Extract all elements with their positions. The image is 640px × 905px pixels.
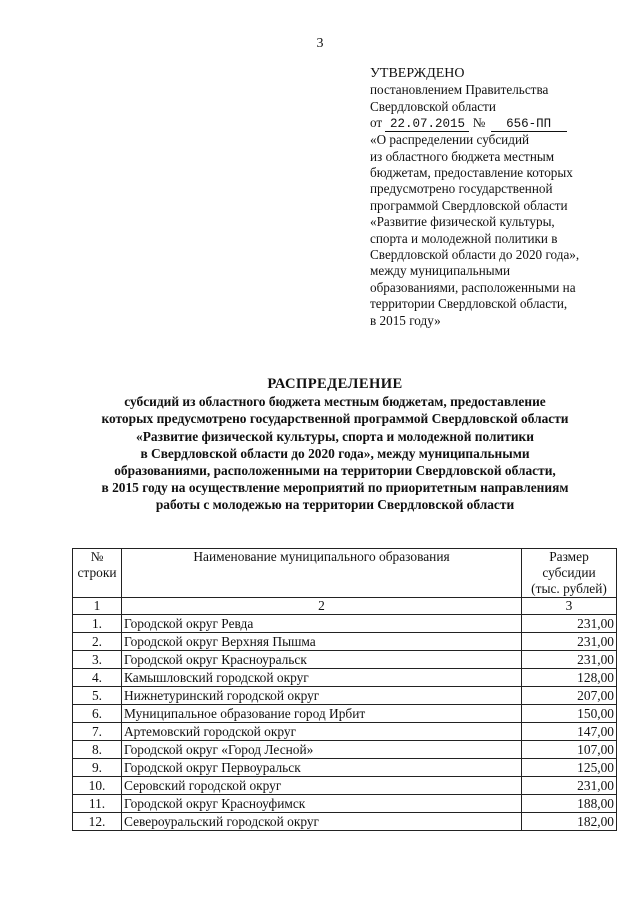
decree-subject [370,132,625,329]
table-body [73,615,617,831]
row-number: 9. [73,759,122,777]
subject-line: между муниципальными [370,263,511,279]
municipality-name: Городской округ «Город Лесной» [122,741,522,759]
table-row [73,723,617,741]
row-number: 5. [73,687,122,705]
title-line: субсидий из областного бюджета местным бюджетам, предоставление [124,394,546,410]
municipality-name: Артемовский городской округ [122,723,522,741]
title-main: РАСПРЕДЕЛЕНИЕ [267,376,403,392]
subsidy-amount: 182,00 [522,813,617,831]
municipality-name: Городской округ Верхняя Пышма [122,633,522,651]
header-row-number [73,549,122,598]
municipality-name: Нижнетуринский городской округ [122,687,522,705]
subsidy-amount: 125,00 [522,759,617,777]
row-number: 7. [73,723,122,741]
subject-line: предусмотрено государственной [370,181,553,197]
title-line: которых предусмотрено государственной программой Свердловской области [101,411,569,427]
subject-line: из областного бюджета местным [370,148,555,164]
number-label: № [472,115,486,131]
decree-reference [370,115,625,132]
subsidy-amount: 147,00 [522,723,617,741]
header-num-line-2: строки [77,565,117,580]
row-number: 10. [73,777,122,795]
title-subtitle [40,393,630,513]
approval-line-2: Свердловской области [370,98,496,114]
subject-line: «О распределении субсидий [370,132,530,148]
subsidy-amount: 231,00 [522,651,617,669]
column-index-2: 2 [122,598,522,615]
subject-line: в 2015 году» [370,312,441,328]
municipality-name: Городской округ Красноуральск [122,651,522,669]
title-line: в Свердловской области до 2020 года», между муниципальными [140,445,530,461]
column-index-row [73,598,617,615]
row-number: 11. [73,795,122,813]
subsidy-amount: 231,00 [522,777,617,795]
subsidy-table-wrapper [72,548,617,831]
header-amount [522,549,617,598]
municipality-name: Городской округ Ревда [122,615,522,633]
row-number: 3. [73,651,122,669]
title-line: «Развитие физической культуры, спорта и молодежной политики [136,428,534,444]
table-row [73,705,617,723]
table-row [73,651,617,669]
row-number: 6. [73,705,122,723]
row-number: 12. [73,813,122,831]
table-row [73,669,617,687]
header-name [122,549,522,598]
subject-line: бюджетам, предоставление которых [370,165,573,181]
municipality-name: Камышловский городской округ [122,669,522,687]
table-row [73,633,617,651]
municipality-name: Североуральский городской округ [122,813,522,831]
row-number: 2. [73,633,122,651]
header-amount-line-2: субсидии [542,565,596,580]
municipality-name: Городской округ Красноуфимск [122,795,522,813]
subsidy-amount: 231,00 [522,615,617,633]
municipality-name: Городской округ Первоуральск [122,759,522,777]
subsidy-amount: 107,00 [522,741,617,759]
header-num-line-1: № [90,549,104,564]
row-number: 4. [73,669,122,687]
header-amount-line-1: Размер [549,549,589,564]
approval-heading: УТВЕРЖДЕНО [370,66,465,81]
municipality-name: Муниципальное образование город Ирбит [122,705,522,723]
subject-line: образованиями, расположенными на [370,279,576,295]
title-line: в 2015 году на осуществление мероприятий по приоритетным направлениям [101,480,569,496]
decree-date: 22.07.2015 [385,117,469,132]
header-amount-line-3: (тыс. рублей) [531,581,607,596]
row-number: 1. [73,615,122,633]
row-number: 8. [73,741,122,759]
from-label: от [370,115,383,131]
table-row [73,813,617,831]
title-line: образованиями, расположенными на территории Свердловской области, [114,463,556,479]
subject-line: «Развитие физической культуры, [370,214,555,230]
title-line: работы с молодежью на территории Свердловской области [155,497,515,513]
approval-line-1: постановлением Правительства [370,82,549,98]
table-row [73,759,617,777]
municipality-name: Серовский городской округ [122,777,522,795]
header-name-text: Наименование муниципального образования [193,549,450,564]
subsidy-amount: 150,00 [522,705,617,723]
table-row [73,741,617,759]
decree-number: 656-ПП [491,117,567,132]
approval-stamp [370,66,625,329]
subject-line: Свердловской области до 2020 года», [370,247,580,263]
table-row [73,777,617,795]
table-header-row [73,549,617,598]
table-row [73,615,617,633]
subsidy-table [72,548,617,831]
subsidy-amount: 128,00 [522,669,617,687]
table-row [73,687,617,705]
table-row [73,795,617,813]
subsidy-amount: 231,00 [522,633,617,651]
subsidy-amount: 207,00 [522,687,617,705]
column-index-1: 1 [73,598,122,615]
document-title [40,376,630,514]
column-index-3: 3 [522,598,617,615]
subject-line: территории Свердловской области, [370,296,568,312]
subsidy-amount: 188,00 [522,795,617,813]
subject-line: программой Свердловской области [370,197,568,213]
subject-line: спорта и молодежной политики в [370,230,558,246]
page-number: 3 [316,36,324,51]
